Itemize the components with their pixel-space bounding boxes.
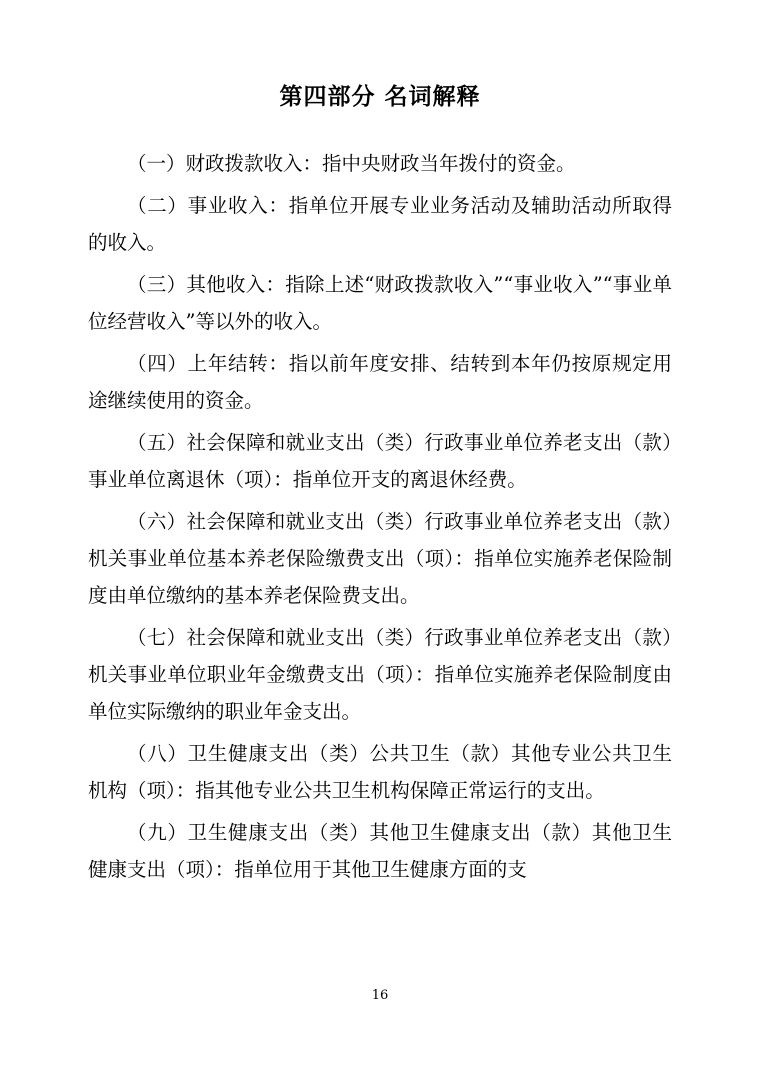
paragraph-5: （五）社会保障和就业支出（类）行政事业单位养老支出（款）事业单位离退休（项）：指单位开支的离退休经费。 <box>88 431 672 491</box>
paragraph-3: （三）其他收入：指除上述“财政拨款收入”“事业收入”“事业单位经营收入”等以外的收入。 <box>88 273 672 333</box>
paragraph-7: （七）社会保障和就业支出（类）行政事业单位养老支出（款）机关事业单位职业年金缴费支出（项）：指单位实施养老保险制度由单位实际缴纳的职业年金支出。 <box>88 626 672 723</box>
page-title: 第四部分 名词解释 <box>279 83 481 110</box>
paragraph-6: （六）社会保障和就业支出（类）行政事业单位养老支出（款）机关事业单位基本养老保险缴费支出（项）：指单位实施养老保险制度由单位缴纳的基本养老保险费支出。 <box>88 510 672 607</box>
paragraph-4: （四）上年结转：指以前年度安排、结转到本年仍按原规定用途继续使用的资金。 <box>88 352 672 412</box>
document-body <box>88 78 672 893</box>
page-number: 16 <box>371 988 389 1003</box>
paragraph-8: （八）卫生健康支出（类）公共卫生（款）其他专业公共卫生机构（项）：指其他专业公共卫生机构保障正常运行的支出。 <box>88 742 672 802</box>
paragraph-9: （九）卫生健康支出（类）其他卫生健康支出（款）其他卫生健康支出（项）：指单位用于其他卫生健康方面的支 <box>88 821 672 881</box>
paragraph-2: （二）事业收入：指单位开展专业业务活动及辅助活动所取得的收入。 <box>88 194 672 254</box>
paragraph-1: （一）财政拨款收入：指中央财政当年拨付的资金。 <box>127 152 576 175</box>
